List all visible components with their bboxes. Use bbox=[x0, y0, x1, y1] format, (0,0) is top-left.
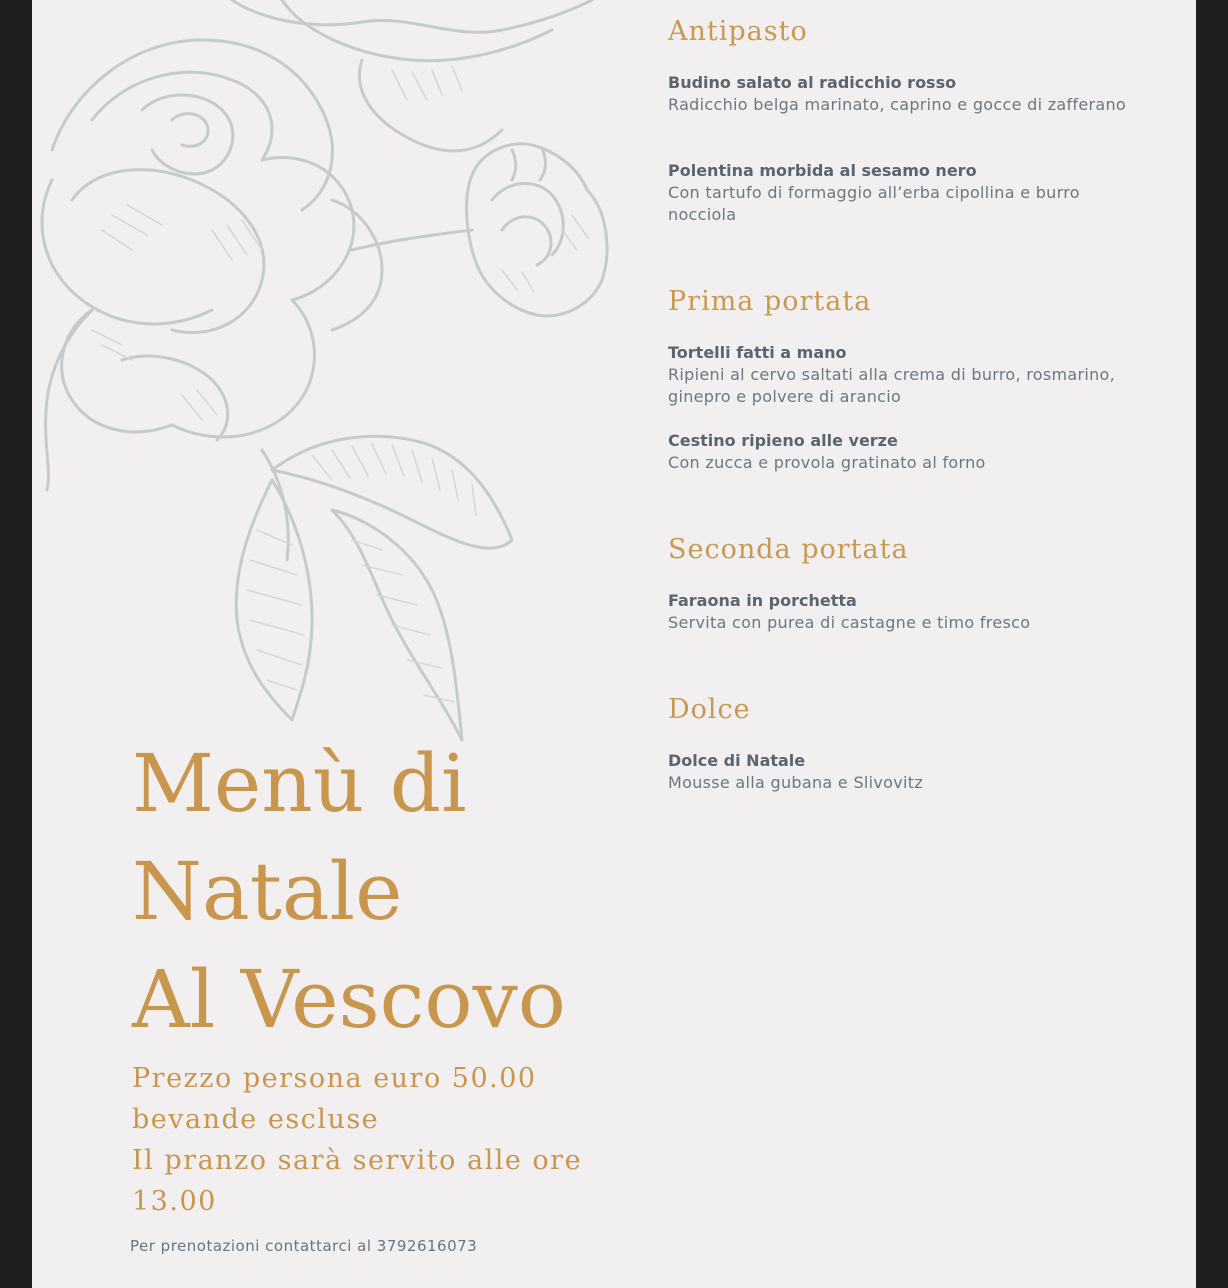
section-title-dolce: Dolce bbox=[668, 694, 751, 725]
lunch-time-value: 13.00 bbox=[132, 1186, 217, 1217]
drinks-note: bevande escluse bbox=[132, 1104, 380, 1135]
dish-description: Servita con purea di castagne e timo fresco bbox=[668, 613, 1031, 632]
price-info bbox=[132, 1058, 582, 1222]
menu-page bbox=[32, 0, 1196, 1288]
dish-name: Tortelli fatti a mano bbox=[668, 343, 847, 362]
title-line: Natale bbox=[132, 845, 403, 938]
dish-item bbox=[668, 430, 1138, 474]
dish-item bbox=[668, 72, 1138, 116]
lunch-time-line: Il pranzo sarà servito alle ore bbox=[132, 1145, 583, 1176]
contact-text: Per prenotazioni contattarci al 3792616073 bbox=[130, 1237, 478, 1255]
price-line: Prezzo persona euro 50.00 bbox=[132, 1063, 537, 1094]
title-line: Al Vescovo bbox=[132, 953, 566, 1046]
dish-item bbox=[668, 160, 1138, 226]
dish-item bbox=[668, 590, 1138, 634]
dish-name: Budino salato al radicchio rosso bbox=[668, 73, 957, 92]
dish-item bbox=[668, 342, 1138, 408]
title-line: Menù di bbox=[132, 737, 467, 830]
dish-description: Mousse alla gubana e Slivovitz bbox=[668, 773, 924, 792]
dish-name: Cestino ripieno alle verze bbox=[668, 431, 898, 450]
dish-item bbox=[668, 750, 1138, 794]
dish-name: Faraona in porchetta bbox=[668, 591, 857, 610]
dish-name: Dolce di Natale bbox=[668, 751, 806, 770]
dish-name: Polentina morbida al sesamo nero bbox=[668, 161, 977, 180]
dish-description: Con tartufo di formaggio all’erba cipollina e burro nocciola bbox=[668, 183, 1080, 224]
dish-description: Radicchio belga marinato, caprino e gocce di zafferano bbox=[668, 95, 1127, 114]
page-title bbox=[132, 730, 566, 1054]
section-title-prima-portata: Prima portata bbox=[668, 286, 872, 317]
floral-illustration bbox=[32, 0, 632, 760]
section-title-seconda-portata: Seconda portata bbox=[668, 534, 909, 565]
dish-description: Con zucca e provola gratinato al forno bbox=[668, 453, 986, 472]
section-title-antipasto: Antipasto bbox=[668, 16, 808, 47]
dish-description: Ripieni al cervo saltati alla crema di burro, rosmarino, ginepro e polvere di arancio bbox=[668, 365, 1116, 406]
